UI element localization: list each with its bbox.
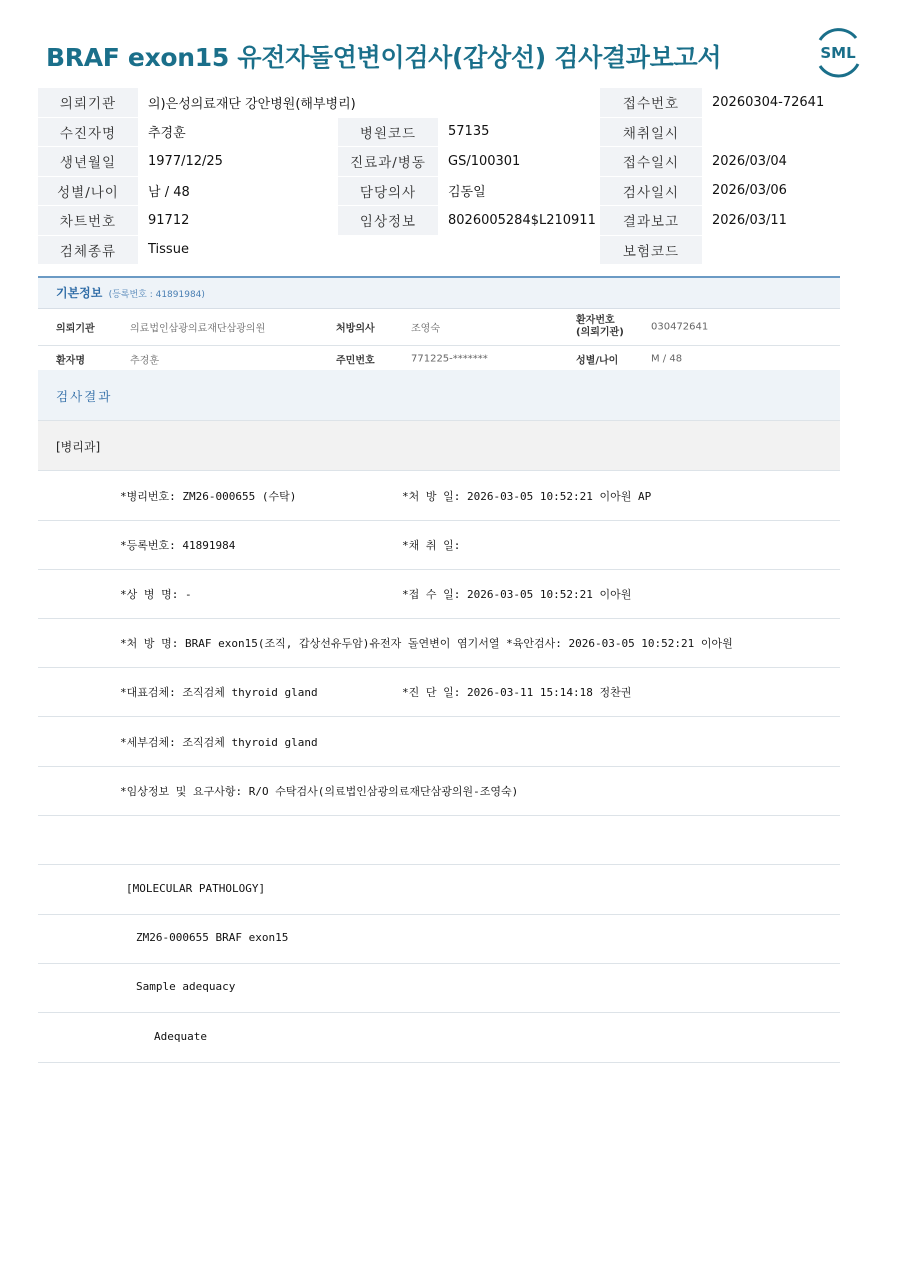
- header-row: [38, 235, 864, 265]
- value-attending-doctor: 김동일: [438, 176, 600, 206]
- value-patient-name-basic: 추경훈: [130, 355, 159, 366]
- result-line: [38, 569, 840, 619]
- label-prescribing-doctor: 처방의사: [336, 323, 375, 335]
- value-chart-number: 91712: [138, 206, 338, 236]
- value-collection-date: [702, 117, 864, 147]
- basic-info-header: [38, 278, 840, 309]
- result-line-right: *접 수 일: 2026-03-05 10:52:21 이아원: [402, 588, 632, 601]
- value-institution: 의료법인삼광의료재단삼광의원: [130, 323, 266, 335]
- label-result-report: 결과보고: [600, 206, 702, 236]
- value-clinical-info: 8026005284$L210911: [438, 206, 600, 236]
- patient-info-table: [38, 88, 864, 265]
- basic-info-row: [38, 309, 840, 346]
- basic-info-row: [38, 346, 840, 373]
- value-insurance-code: [702, 235, 864, 265]
- label-requesting-institution: 의뢰기관: [38, 88, 138, 117]
- label-insurance-code: 보험코드: [600, 235, 702, 265]
- value-patient-name: 추경훈: [138, 117, 338, 147]
- result-line-left: *세부검체: 조직검체 thyroid gland: [120, 736, 318, 749]
- results-title: 검사결과: [56, 389, 113, 404]
- value-patient-id: 030472641: [651, 321, 709, 333]
- label-test-date: 검사일시: [600, 176, 702, 206]
- result-line: [38, 471, 840, 521]
- result-line: [38, 618, 840, 668]
- label-patient-id-line1: 환자번호: [576, 315, 615, 326]
- basic-info-section: [38, 276, 840, 373]
- header-row: [38, 176, 864, 206]
- results-header: [38, 370, 840, 421]
- molecular-pathology-row: [38, 865, 840, 915]
- value-test-date: 2026/03/06: [702, 176, 864, 206]
- report-title: BRAF exon15 유전자돌연변이검사(갑상선) 검사결과보고서: [46, 43, 722, 72]
- value-resident-number: 771225-*******: [411, 353, 488, 364]
- department-label: [병리과]: [56, 440, 101, 454]
- result-line-right: *채 취 일:: [402, 539, 461, 552]
- value-birth-date: 1977/12/25: [138, 147, 338, 177]
- specimen-line: ZM26-000655 BRAF exon15: [136, 931, 289, 944]
- result-line-left: *임상정보 및 요구사항: R/O 수탁검사(의료법인삼광의료재단삼광의원-조영숙): [120, 785, 519, 798]
- molecular-pathology-header: [MOLECULAR PATHOLOGY]: [126, 882, 266, 895]
- header-row: [38, 206, 864, 236]
- header-row: [38, 88, 864, 117]
- value-requesting-institution: 의)은성의료재단 강안병원(해부병리): [138, 88, 600, 117]
- label-patient-name: 수진자명: [38, 117, 138, 147]
- label-patient-name-basic: 환자명: [56, 355, 85, 366]
- value-result-report: 2026/03/11: [702, 206, 864, 236]
- logo-text: SML: [820, 44, 856, 62]
- result-line: [38, 667, 840, 717]
- specimen-row: [38, 914, 840, 964]
- label-clinical-info: 임상정보: [338, 206, 438, 236]
- result-line-empty: [38, 815, 840, 865]
- adequacy-value-row: [38, 1013, 840, 1063]
- label-resident-number: 주민번호: [336, 355, 375, 366]
- result-line-left: *대표검체: 조직검체 thyroid gland: [120, 686, 318, 699]
- label-hospital-code: 병원코드: [338, 117, 438, 147]
- result-line: [38, 766, 840, 816]
- result-line-right: *처 방 일: 2026-03-05 10:52:21 이아원 AP: [402, 490, 652, 503]
- header-row: [38, 117, 864, 147]
- result-line: [38, 717, 840, 767]
- value-receipt-date: 2026/03/04: [702, 147, 864, 177]
- result-line: [38, 520, 840, 570]
- sml-logo: [812, 26, 864, 78]
- value-accession-number: 20260304-72641: [702, 88, 864, 117]
- label-birth-date: 생년월일: [38, 147, 138, 177]
- value-prescribing-doctor: 조영숙: [411, 323, 440, 335]
- label-department: 진료과/병동: [338, 147, 438, 177]
- label-receipt-date: 접수일시: [600, 147, 702, 177]
- label-patient-id-line2: (의뢰기관): [576, 327, 624, 338]
- label-chart-number: 차트번호: [38, 206, 138, 236]
- basic-info-title: 기본정보: [56, 286, 103, 300]
- result-line-left: *병리번호: ZM26-000655 (수탁): [120, 490, 297, 503]
- label-institution: 의뢰기관: [56, 323, 95, 335]
- value-hospital-code: 57135: [438, 117, 600, 147]
- result-line-left: *처 방 명: BRAF exon15(조직, 갑상선유두암)유전자 돌연변이 염기서열 *육안검사: 2026-03-05 10:52:21 이아원: [120, 637, 733, 650]
- value-sex-age: 남 / 48: [138, 176, 338, 206]
- label-attending-doctor: 담당의사: [338, 176, 438, 206]
- label-specimen-type: 검체종류: [38, 235, 138, 265]
- label-patient-id: [576, 315, 624, 339]
- result-line-left: *등록번호: 41891984: [120, 539, 236, 552]
- result-line-right: *진 단 일: 2026-03-11 15:14:18 정찬권: [402, 686, 632, 699]
- label-collection-date: 채취일시: [600, 117, 702, 147]
- department-row: [38, 421, 840, 471]
- label-sex-age: 성별/나이: [38, 176, 138, 206]
- label-sex-age-basic: 성별/나이: [576, 355, 619, 366]
- value-specimen-type: Tissue: [138, 235, 600, 265]
- sample-adequacy-label: Sample adequacy: [136, 980, 236, 993]
- adequacy-row: [38, 963, 840, 1013]
- label-accession-number: 접수번호: [600, 88, 702, 117]
- result-line-left: *상 병 명: -: [120, 588, 192, 601]
- header-row: [38, 147, 864, 177]
- value-department: GS/100301: [438, 147, 600, 177]
- sample-adequacy-value: Adequate: [154, 1030, 207, 1043]
- value-sex-age-basic: M / 48: [651, 353, 683, 364]
- registration-note: (등록번호 : 41891984): [108, 290, 205, 300]
